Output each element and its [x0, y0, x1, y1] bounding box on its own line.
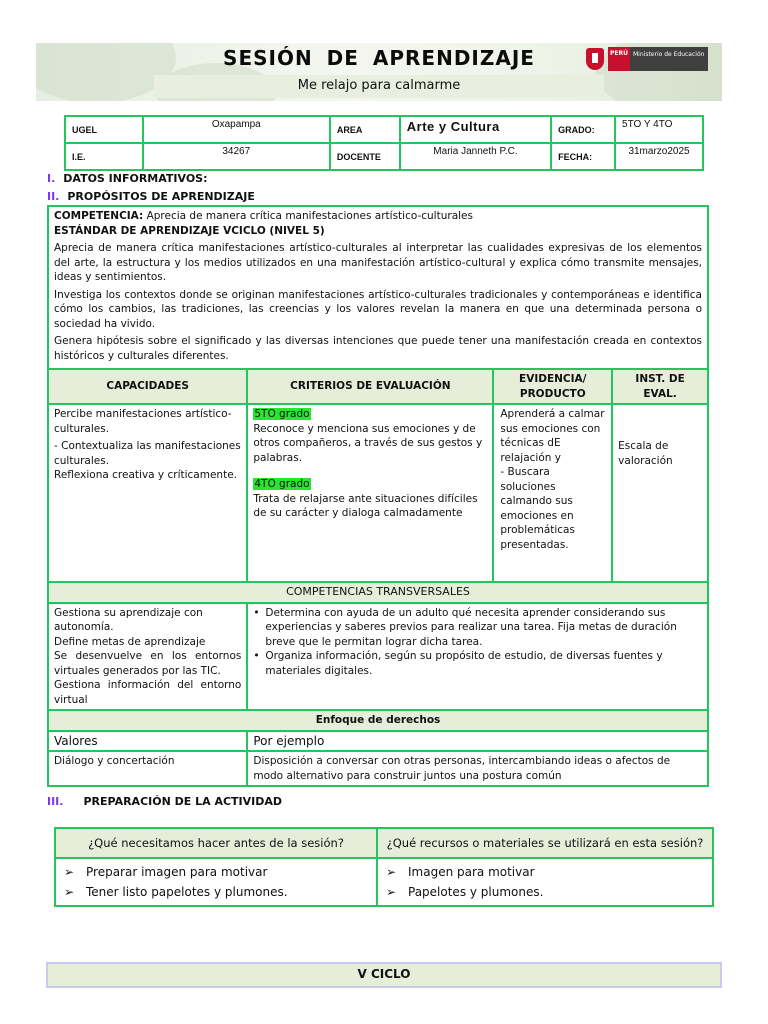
estandar-paragraph: Investiga los contextos donde se originan manifestaciones artístico-culturales tradicionales y contemporáneas e identifica cómo los cambios, las tradiciones, las creencias y los valores revelan la manera en que una determinada persona o sociedad ha vivido. [54, 288, 702, 330]
estandar-paragraph: Aprecia de manera crítica manifestaciones artístico-culturales al interpretar las cualidades expresivas de los elementos del arte, la estructura y los medios utilizados en una manifestación artístico-cultural y explica cómo transmite mensajes, ideas y sentimientos. [54, 242, 702, 283]
transversal-item: Se desenvuelve en los entornos virtuales generados por las TIC. [54, 650, 242, 677]
grade4-criterio: Trata de relajarse ante situaciones difíciles de su carácter y dialoga calmadamente [253, 492, 478, 519]
list-item: ➢ Tener listo papelotes y plumones. [64, 882, 368, 902]
capacidad-item: Reflexiona creativa y críticamente. [54, 469, 237, 481]
col-capacidades: CAPACIDADES [48, 369, 247, 404]
section-propositos [47, 190, 255, 203]
grado-value: 5TO Y 4TO [615, 116, 703, 143]
transversal-desc-text: Organiza información, según su propósito de estudio, de diversas fuentes y materiales digitales. [265, 650, 663, 677]
col-criterios: CRITERIOS DE EVALUACIÓN [247, 369, 493, 404]
grado-label: GRADO: [551, 116, 615, 143]
peru-shield-icon [586, 48, 604, 70]
section-preparacion [47, 795, 282, 808]
competencia-cell [48, 206, 708, 369]
grade4-label: 4TO grado [254, 478, 310, 490]
competencia-label: COMPETENCIA: [54, 210, 144, 222]
list-item: ➢ Papelotes y plumones. [386, 882, 704, 902]
docente-label: DOCENTE [330, 143, 400, 170]
ciclo-footer: V CICLO [46, 962, 722, 988]
list-item: ➢ Preparar imagen para motivar [64, 862, 368, 882]
transversal-item: Define metas de aprendizaje [54, 635, 206, 648]
transversal-desc [253, 649, 702, 678]
competencia-text: Aprecia de manera crítica manifestaciones artístico-culturales [146, 210, 473, 222]
bullet-icon: • [253, 650, 260, 662]
purposes-table [47, 205, 709, 787]
transversales-title: COMPETENCIAS TRANSVERSALES [48, 582, 708, 603]
fecha-label: FECHA: [551, 143, 615, 170]
transversales-left [48, 603, 247, 711]
enfoque-title: Enfoque de derechos [48, 710, 708, 731]
resources-header: ¿Qué recursos o materiales se utilizará en esta sesión? [377, 828, 713, 858]
ejemplo-label: Por ejemplo [247, 731, 708, 752]
section-title: DATOS INFORMATIVOS: [63, 172, 208, 185]
section-datos [47, 172, 208, 185]
before-session-list [55, 858, 377, 906]
page-title: SESIÓN DE APRENDIZAJE [223, 46, 535, 70]
resources-list [377, 858, 713, 906]
instrumento-cell: Escala de valoración [612, 404, 708, 582]
fecha-value: 31marzo2025 [615, 143, 703, 170]
header-banner [36, 43, 722, 101]
logo-ministry-label: Ministerio de Educación [630, 47, 708, 71]
before-session-header: ¿Qué necesitamos hacer antes de la sesión? [55, 828, 377, 858]
transversal-desc [253, 606, 702, 650]
section-title: PROPÓSITOS DE APRENDIZAJE [67, 190, 255, 203]
transversal-item: Gestiona información del entorno virtual [54, 679, 242, 706]
area-label: AREA [330, 116, 400, 143]
col-evidencia: EVIDENCIA/ PRODUCTO [493, 369, 612, 404]
docente-value: Maria Janneth P.C. [400, 143, 551, 170]
valores-label: Valores [48, 731, 247, 752]
estandar-label: ESTÁNDAR DE APRENDIZAJE VCICLO (NIVEL 5) [54, 224, 325, 237]
bullet-icon: • [253, 606, 260, 619]
logo-peru-label: PERÚ [608, 47, 630, 71]
transversal-desc-text: Determina con ayuda de un adulto qué necesita aprender considerando sus experiencias y saberes previos para realizar una tarea. Fija metas de duración breve que le permitan lograr dicha tarea. [265, 606, 677, 648]
preparation-table [54, 827, 714, 907]
area-value: Arte y Cultura [400, 116, 551, 143]
grade5-label: 5TO grado [254, 408, 310, 420]
evidencia-cell: Aprenderá a calmar sus emociones con técnicas dE relajación y - Buscara soluciones calmando sus emociones en problemáticas presentadas. [493, 404, 612, 582]
valor-cell: Diálogo y concertación [48, 751, 247, 786]
ugel-value: Oxapampa [143, 116, 330, 143]
capacidades-cell [48, 404, 247, 582]
col-instrumento: INST. DE EVAL. [612, 369, 708, 404]
section-title: PREPARACIÓN DE LA ACTIVIDAD [83, 795, 283, 808]
ejemplo-cell: Disposición a conversar con otras personas, intercambiando ideas o afectos de modo alternativo para construir juntos una postura común [247, 751, 708, 786]
ie-value: 34267 [143, 143, 330, 170]
section-number: I. [47, 172, 56, 185]
capacidad-item: Percibe manifestaciones artístico-culturales. [54, 408, 232, 435]
transversal-item: Gestiona su aprendizaje con autonomía. [54, 606, 203, 633]
list-item: ➢ Imagen para motivar [386, 862, 704, 882]
info-table [64, 115, 704, 171]
estandar-paragraph: Genera hipótesis sobre el significado y las diversas intenciones que puede tener una manifestación creada en contextos históricos y culturales diferentes. [54, 335, 702, 362]
ugel-label: UGEL [65, 116, 143, 143]
transversales-right [247, 603, 708, 711]
grade5-criterio: Reconoce y menciona sus emociones y de otros compañeros, a través de sus gestos y palabras. [253, 422, 483, 464]
capacidad-item: - Contextualiza las manifestaciones culturales. [54, 440, 241, 467]
criterios-cell [247, 404, 493, 582]
ie-label: I.E. [65, 143, 143, 170]
section-number: II. [47, 190, 60, 203]
minedu-logo [586, 45, 716, 73]
page-subtitle: Me relajo para calmarme [297, 78, 461, 93]
section-number: III. [47, 795, 64, 808]
